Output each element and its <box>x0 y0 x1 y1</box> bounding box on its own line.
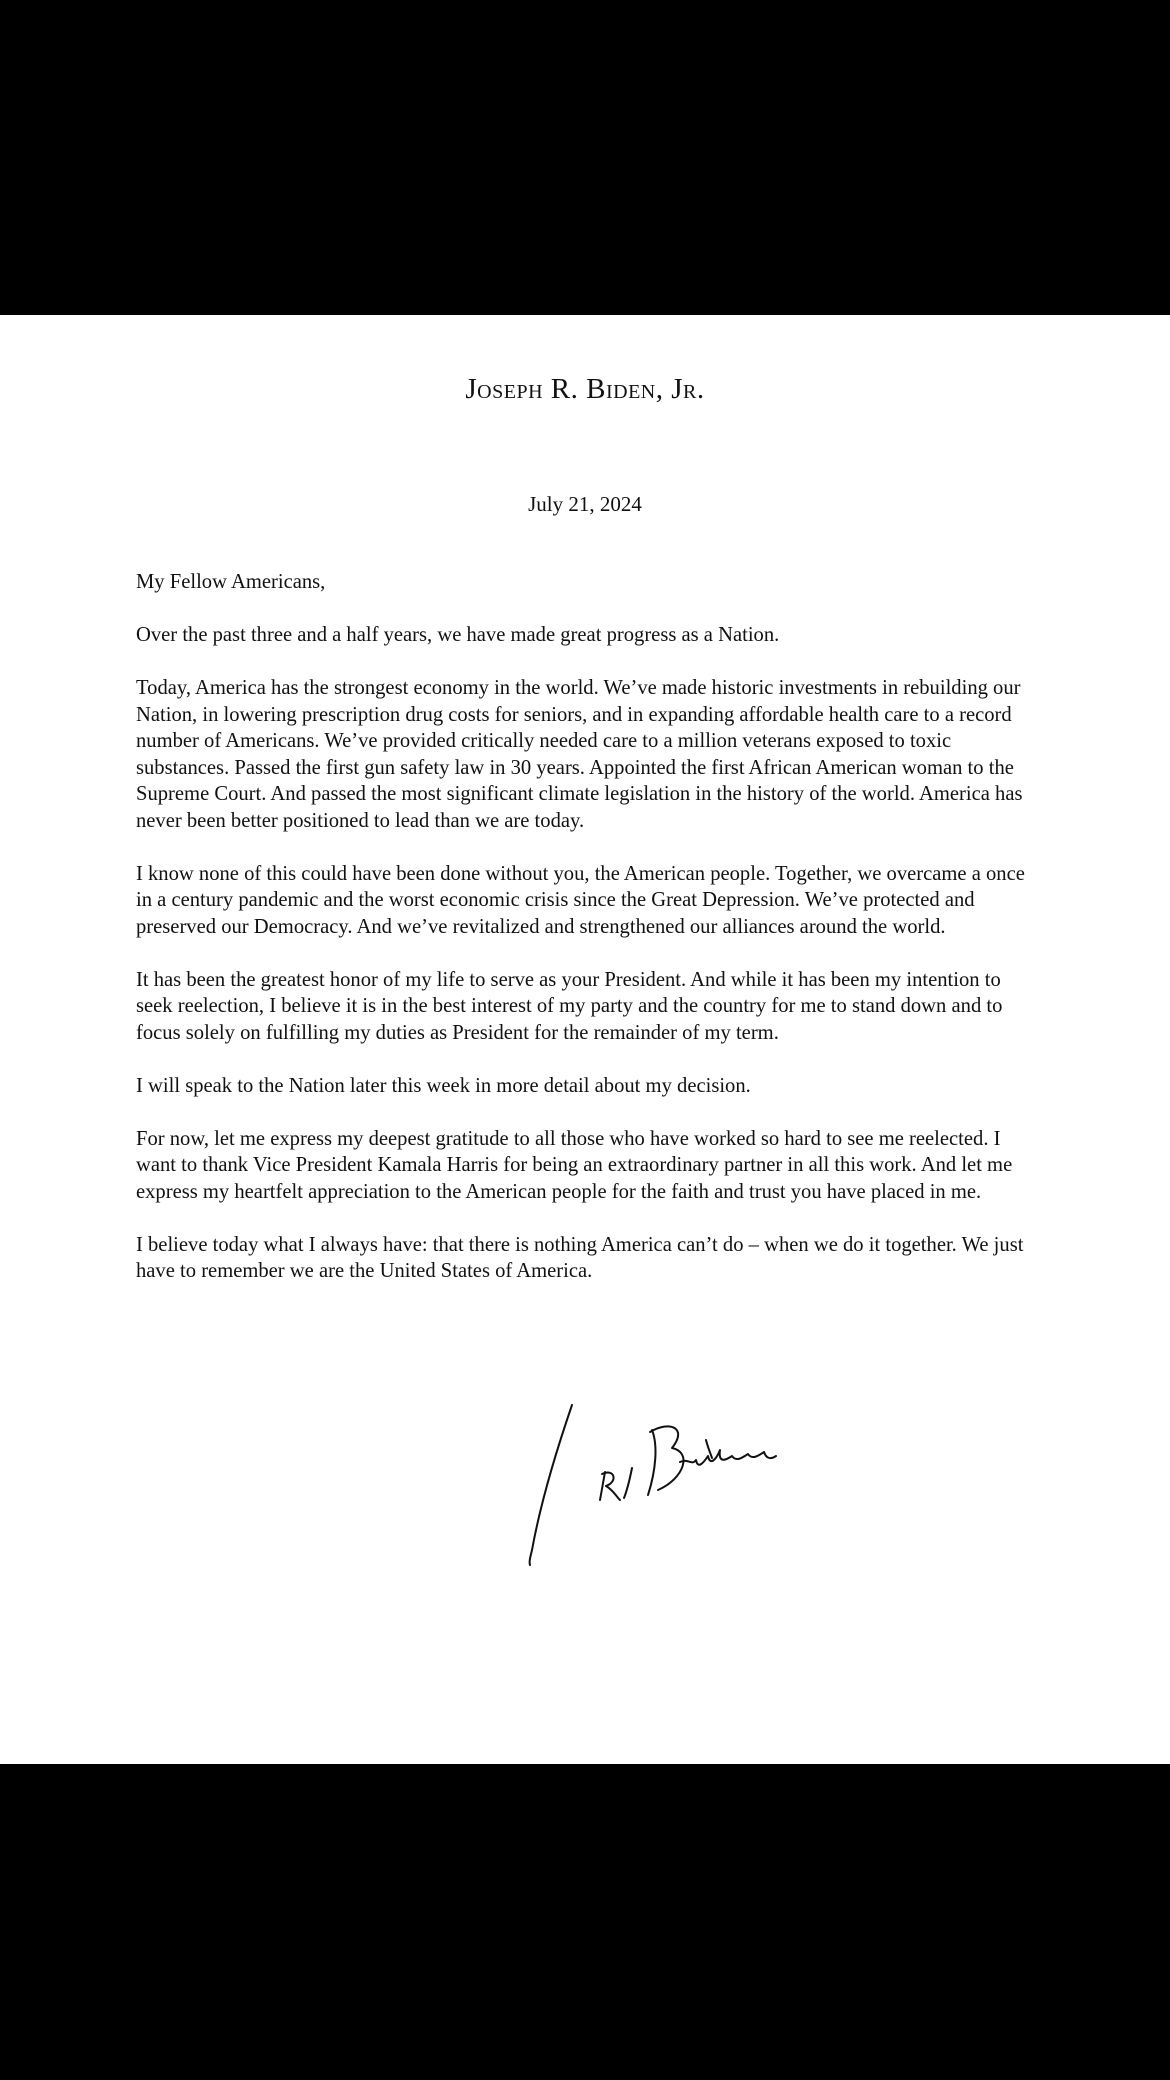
paragraph-decision: It has been the greatest honor of my life to serve as your President. And while it has been my intention to seek reelection, I believe it is in the best interest of my party and the country for me to stand down and to focus solely on fulfilling my duties as President for the remainder of my term. <box>136 968 1003 1044</box>
paragraph-speak-to-nation: I will speak to the Nation later this week in more detail about my decision. <box>136 1074 751 1097</box>
bottom-black-bar <box>0 1764 1170 2080</box>
paragraph-closing: I believe today what I always have: that there is nothing America can’t do – when we do it together. We just have to remember we are the United States of America. <box>136 1233 1024 1282</box>
letterhead: Joseph R. Biden, Jr. <box>465 373 705 405</box>
letter-page <box>0 315 1170 1764</box>
letter-date: July 21, 2024 <box>528 492 642 516</box>
letter-body <box>136 569 1036 1285</box>
paragraph-progress: Over the past three and a half years, we have made great progress as a Nation. <box>136 624 780 646</box>
paragraph-economy: Today, America has the strongest economy in the world. We’ve made historic investments in rebuilding our Nation, in lowering prescription drug costs for seniors, and in expanding affordable health care to a record number of Americans. We’ve provided critically needed care to a million veterans exposed to toxic substances. Passed the first gun safety law in 30 years. Appointed the first African American woman to the Supreme Court. And passed the most significant climate legislation in the history of the world. America has never been better positioned to lead than we are today. <box>136 677 1023 832</box>
top-black-bar <box>0 0 1170 315</box>
paragraph-american-people: I know none of this could have been done without you, the American people. Together, we overcame a once in a century pandemic and the worst economic crisis since the Great Depression. We’ve protected and preserved our Democracy. And we’ve revitalized and strengthened our alliances around the world. <box>136 862 1025 938</box>
signature <box>520 1400 840 1570</box>
paragraph-gratitude: For now, let me express my deepest gratitude to all those who have worked so hard to see me reelected. I want to thank Vice President Kamala Harris for being an extraordinary partner in all this work. And let me express my heartfelt appreciation to the American people for the faith and trust you have placed in me. <box>136 1127 1013 1203</box>
salutation: My Fellow Americans, <box>136 571 326 593</box>
